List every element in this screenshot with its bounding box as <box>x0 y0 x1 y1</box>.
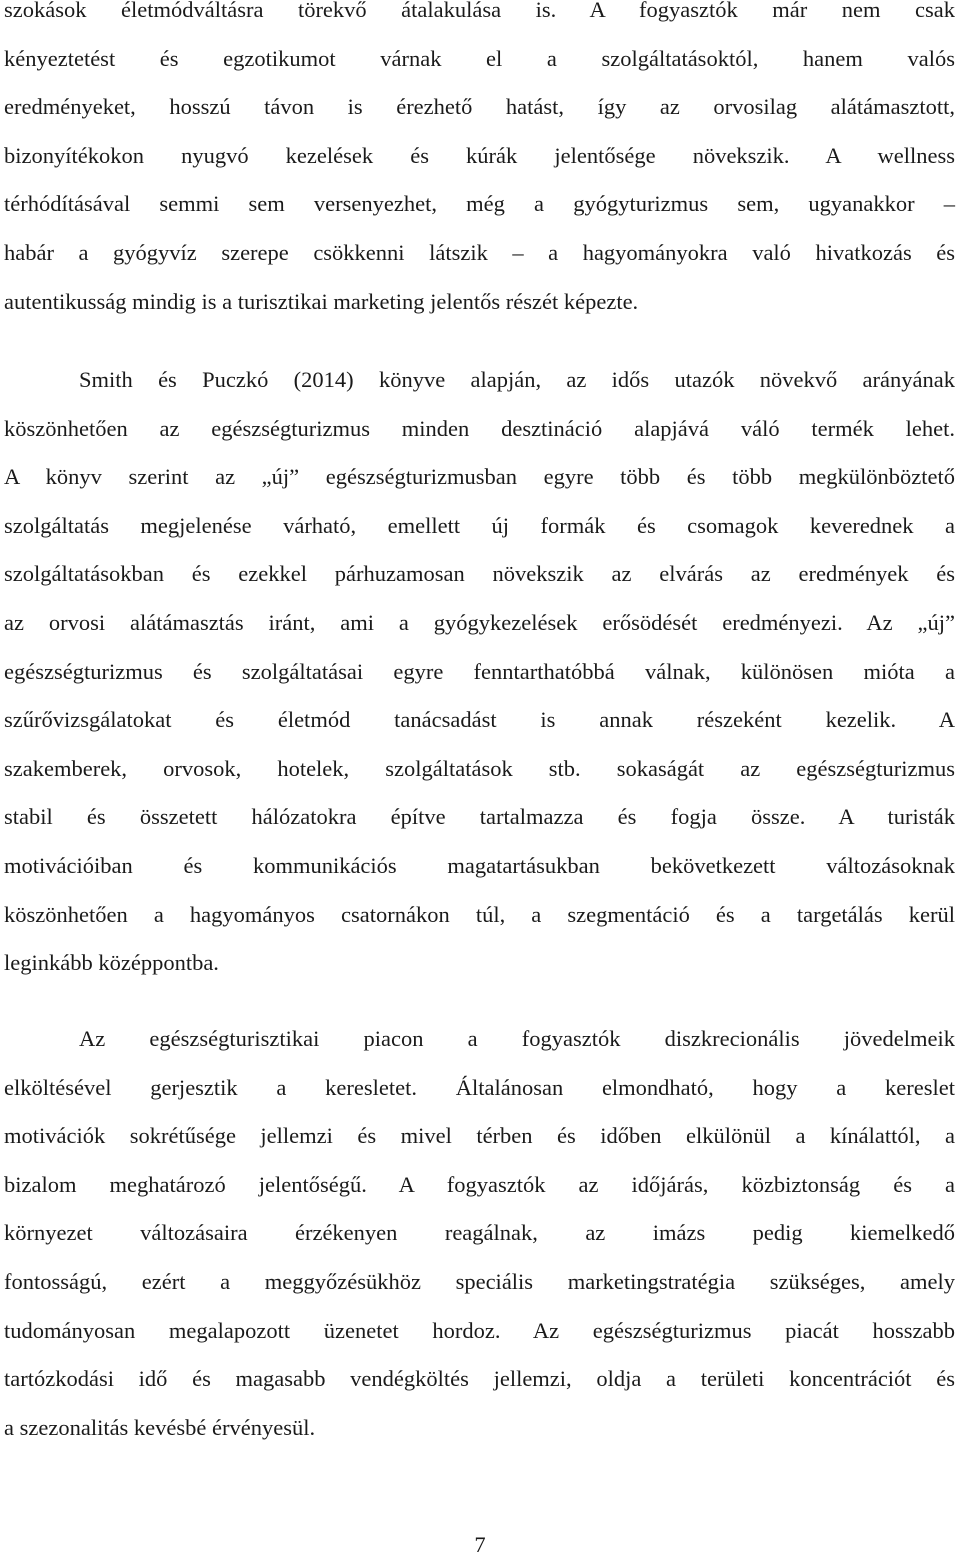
text-line: szokások életmódváltásra törekvő átalakulása is. A fogyasztók már nem csak <box>4 0 955 22</box>
text-line: szakemberek, orvosok, hotelek, szolgáltatások stb. sokaságát az egészségturizmus <box>4 755 955 781</box>
text-line: a szezonalitás kevésbé érvényesül. <box>4 1414 316 1440</box>
paragraph-1 <box>4 0 955 326</box>
text-line: habár a gyógyvíz szerepe csökkenni látszik – a hagyományokra való hivatkozás és <box>4 239 955 265</box>
paragraph-3 <box>4 1015 955 1452</box>
text-line: motivációiban és kommunikációs magatartásukban bekövetkezett változásoknak <box>4 852 955 878</box>
text-line: tartózkodási idő és magasabb vendégköltés jellemzi, oldja a területi koncentrációt és <box>4 1366 955 1392</box>
text-line: szolgáltatás megjelenése várható, emellett új formák és csomagok keverednek a <box>4 512 955 538</box>
page-number: 7 <box>474 1532 486 1557</box>
text-line: térhódításával semmi sem versenyezhet, még a gyógyturizmus sem, ugyanakkor – <box>4 191 955 217</box>
text-line: motivációk sokrétűsége jellemzi és mivel térben és időben elkülönül a kínálattól, a <box>4 1123 955 1149</box>
text-line: bizonyítékokon nyugvó kezelések és kúrák jelentősége növekszik. A wellness <box>4 142 955 168</box>
text-line: kényeztetést és egzotikumot várnak el a szolgáltatásoktól, hanem valós <box>4 45 955 71</box>
text-line: leginkább középpontba. <box>4 950 219 976</box>
text-line: Smith és Puczkó (2014) könyve alapján, az idős utazók növekvő arányának <box>79 367 955 392</box>
text-line: tudományosan megalapozott üzenetet hordoz. Az egészségturizmus piacát hosszabb <box>4 1317 955 1343</box>
text-line: stabil és összetett hálózatokra építve tartalmazza és fogja össze. A turisták <box>4 804 955 830</box>
text-line: eredményeket, hosszú távon is érezhető hatást, így az orvosilag alátámasztott, <box>4 94 955 120</box>
text-line: autentikusság mindig is a turisztikai marketing jelentős részét képezte. <box>4 288 639 314</box>
paragraph-2 <box>4 356 955 988</box>
text-line: A könyv szerint az „új” egészségturizmusban egyre több és több megkülönböztető <box>4 464 955 490</box>
text-line: szűrővizsgálatokat és életmód tanácsadást is annak részeként kezelik. A <box>4 707 955 733</box>
text-line: fontosságú, ezért a meggyőzésükhöz speciális marketingstratégia szükséges, amely <box>4 1268 955 1294</box>
text-line: köszönhetően az egészségturizmus minden desztináció alapjává váló termék lehet. <box>4 415 955 441</box>
text-line: szolgáltatásokban és ezekkel párhuzamosan növekszik az elvárás az eredmények és <box>4 561 955 587</box>
text-line: Az egészségturisztikai piacon a fogyasztók diszkrecionális jövedelmeik <box>79 1026 955 1051</box>
text-line: köszönhetően a hagyományos csatornákon túl, a szegmentáció és a targetálás kerül <box>4 901 955 927</box>
text-line: bizalom meghatározó jelentőségű. A fogyasztók az időjárás, közbiztonság és a <box>4 1171 955 1197</box>
text-line: egészségturizmus és szolgáltatásai egyre fenntarthatóbbá válnak, különösen mióta a <box>4 658 955 684</box>
text-line: az orvosi alátámasztás iránt, ami a gyógykezelések erősödését eredményezi. Az „új” <box>4 609 955 635</box>
text-line: elköltésével gerjesztik a keresletet. Általánosan elmondható, hogy a kereslet <box>4 1074 955 1100</box>
text-line: környezet változásaira érzékenyen reagálnak, az imázs pedig kiemelkedő <box>4 1220 955 1246</box>
